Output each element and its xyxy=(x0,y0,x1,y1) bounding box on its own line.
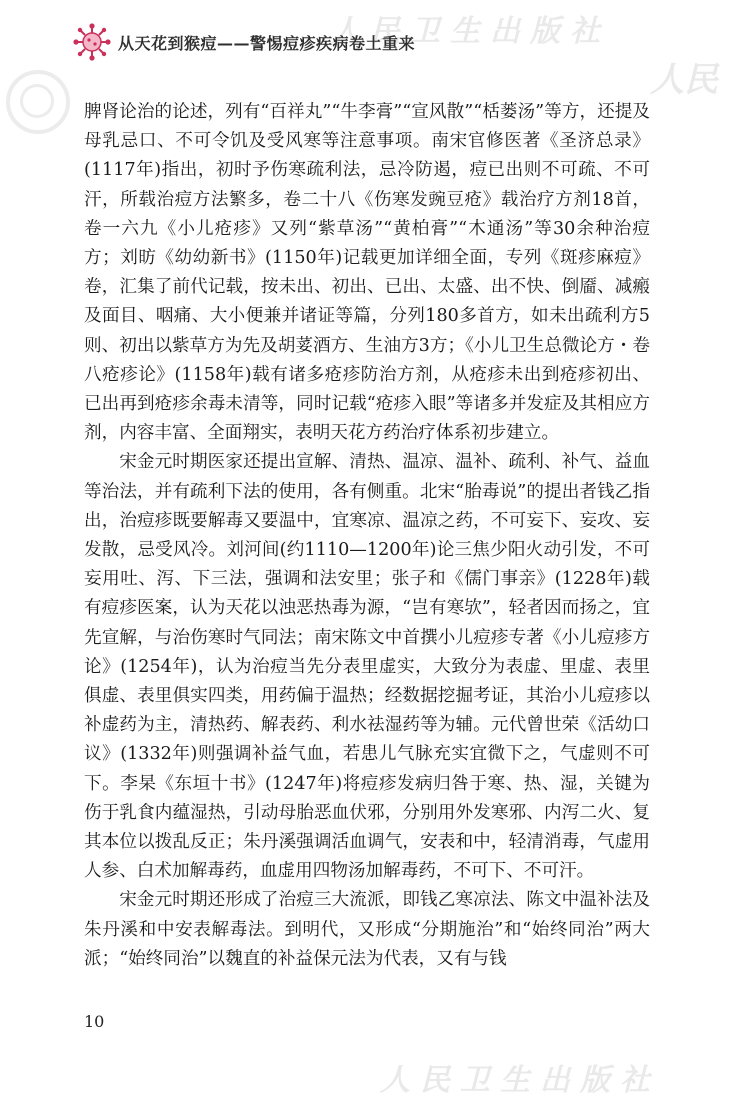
watermark-top-right: 人民 xyxy=(650,60,718,100)
virus-logo-icon xyxy=(72,22,112,62)
running-header xyxy=(72,22,415,62)
paragraph: 宋金元时期还形成了治痘三大流派，即钱乙寒凉法、陈文中温补法及朱丹溪和中安表解毒法。到明代，又形成“分期施治”和“始终同治”两大派；“始终同治”以魏直的补益保元法为代表，又有与钱 xyxy=(84,890,650,969)
page-number: 10 xyxy=(84,1012,105,1031)
watermark-bottom: 人民卫生出版社 xyxy=(380,1063,660,1098)
paragraph-continued: 脾肾论治的论述，列有“百祥丸”“牛李膏”“宣风散”“栝蒌汤”等方，还提及母乳忌口、不可令饥及受风寒等注意事项。南宋官修医著《圣济总录》(1117年)指出，初时予伤寒疏利法，忌冷防遏，痘已出则不可疏、不可汗，所载治痘方法繁多，卷二十八《伤寒发豌豆疮》载治疗方剂18首，卷一六九《小儿疮疹》又列“紫草汤”“黄柏膏”“木通汤”等30余种治痘方；刘昉《幼幼新书》(1150年)记载更加详细全面，专列《斑疹麻痘》卷，汇集了前代记载，按未出、初出、已出、太盛、出不快、倒靥、减瘢及面目、咽痛、大小便兼并诸证等篇，分列180多首方，如未出疏利方5则、初出以紫草方为先及胡荽酒方、生油方3方；《小儿卫生总微论方・卷八疮疹论》(1158年)载有诸多疮疹防治方剂，从疮疹未出到疮疹初出、已出再到疮疹余毒未清等，同时记载“疮疹入眼”等诸多并发症及其相应方剂，内容丰富、全面翔实，表明天花方药治疗体系初步建立。 xyxy=(84,102,650,444)
watermark-top: 人民卫生出版社 xyxy=(330,14,610,49)
watermark-seal-left xyxy=(6,70,70,134)
page-body xyxy=(84,98,650,974)
running-header-title: 从天花到猴痘——警惕痘疹疾病卷土重来 xyxy=(118,33,416,53)
paragraph: 宋金元时期医家还提出宣解、清热、温凉、温补、疏利、补气、益血等治法，并有疏利下法的使用，各有侧重。北宋“胎毒说”的提出者钱乙指出，治痘疹既要解毒又要温中，宜寒凉、温凉之药，不可妄下、妄攻、妄发散，忌受风冷。刘河间(约1110—1200年)论三焦少阳火动引发，不可妄用吐、泻、下三法，强调和法安里；张子和《儒门事亲》(1228年)载有痘疹医案，认为天花以浊恶热毒为源，“岂有寒欤”，轻者因而扬之，宜先宣解，与治伤寒时气同法；南宋陈文中首撰小儿痘疹专著《小儿痘疹方论》(1254年)，认为治痘当先分表里虚实，大致分为表虚、里虚、表里俱虚、表里俱实四类，用药偏于温热；经数据挖掘考证，其治小儿痘疹以补虚药为主，清热药、解表药、利水祛湿药等为辅。元代曾世荣《活幼口议》(1332年)则强调补益气血，若患儿气脉充实宜微下之，气虚则不可下。李杲《东垣十书》(1247年)将痘疹发病归咎于寒、热、湿，关键为伤于乳食内蕴湿热，引动母胎恶血伏邪，分别用外发寒邪、内泻二火、复其本位以拨乱反正；朱丹溪强调活血调气，安表和中，轻清消毒，气虚用人参、白术加解毒药，血虚用四物汤加解毒药，不可下、不可汗。 xyxy=(84,452,650,882)
